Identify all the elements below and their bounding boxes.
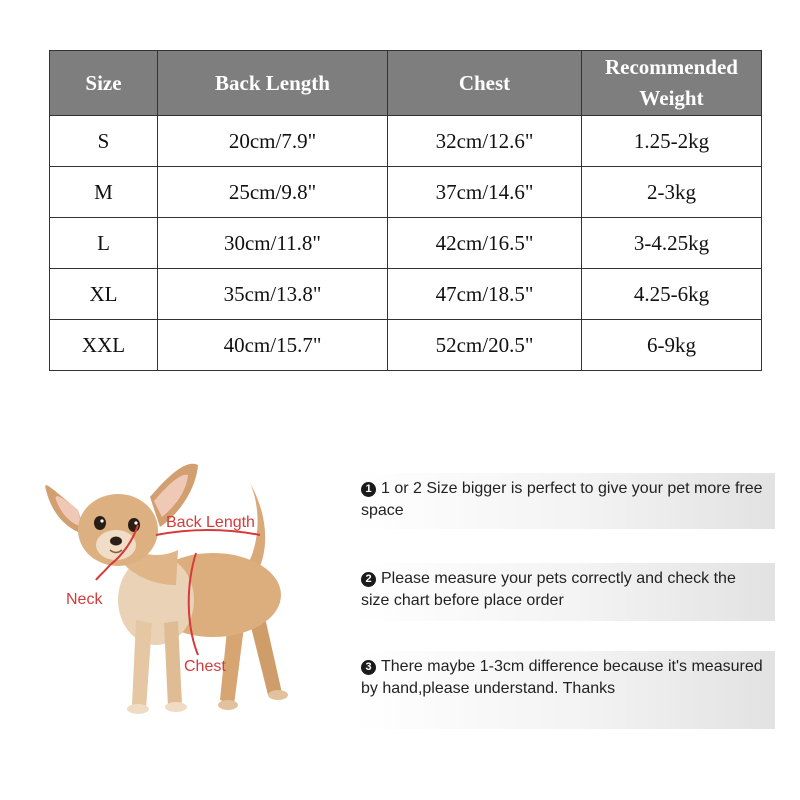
back-length-label: Back Length	[166, 514, 255, 531]
cell-size: XXL	[50, 320, 158, 371]
cell-weight: 6-9kg	[582, 320, 762, 371]
table-header-row	[50, 51, 762, 116]
table-row	[50, 218, 762, 269]
cell-chest: 52cm/20.5"	[388, 320, 582, 371]
cell-weight: 2-3kg	[582, 167, 762, 218]
tip-2	[353, 563, 775, 621]
header-chest: Chest	[388, 51, 582, 116]
header-size: Size	[50, 51, 158, 116]
cell-chest: 47cm/18.5"	[388, 269, 582, 320]
cell-size: XL	[50, 269, 158, 320]
header-recommended-weight: Recommended Weight	[582, 51, 762, 116]
cell-weight: 1.25-2kg	[582, 116, 762, 167]
header-back-length: Back Length	[158, 51, 388, 116]
tip-number-badge: 3	[361, 660, 376, 675]
tip-1	[353, 473, 775, 529]
tip-text: 1 or 2 Size bigger is perfect to give your pet more free space	[361, 480, 763, 519]
tip-text: Please measure your pets correctly and check the size chart before place order	[361, 570, 736, 609]
cell-back-length: 25cm/9.8"	[158, 167, 388, 218]
size-chart-table	[49, 50, 762, 371]
neck-label: Neck	[66, 591, 103, 608]
tip-number-badge: 2	[361, 572, 376, 587]
cell-chest: 42cm/16.5"	[388, 218, 582, 269]
cell-back-length: 30cm/11.8"	[158, 218, 388, 269]
cell-back-length: 40cm/15.7"	[158, 320, 388, 371]
table-row	[50, 269, 762, 320]
tip-number-badge: 1	[361, 482, 376, 497]
tip-text: There maybe 1-3cm difference because it's measured by hand,please understand. Thanks	[361, 658, 763, 697]
tip-3	[353, 651, 775, 729]
cell-back-length: 20cm/7.9"	[158, 116, 388, 167]
cell-size: L	[50, 218, 158, 269]
table-row	[50, 116, 762, 167]
cell-weight: 4.25-6kg	[582, 269, 762, 320]
cell-size: S	[50, 116, 158, 167]
cell-size: M	[50, 167, 158, 218]
cell-chest: 32cm/12.6"	[388, 116, 582, 167]
table-row	[50, 320, 762, 371]
table-row	[50, 167, 762, 218]
chest-label: Chest	[184, 658, 226, 675]
cell-back-length: 35cm/13.8"	[158, 269, 388, 320]
cell-weight: 3-4.25kg	[582, 218, 762, 269]
cell-chest: 37cm/14.6"	[388, 167, 582, 218]
dog-measurement-figure	[38, 455, 338, 730]
